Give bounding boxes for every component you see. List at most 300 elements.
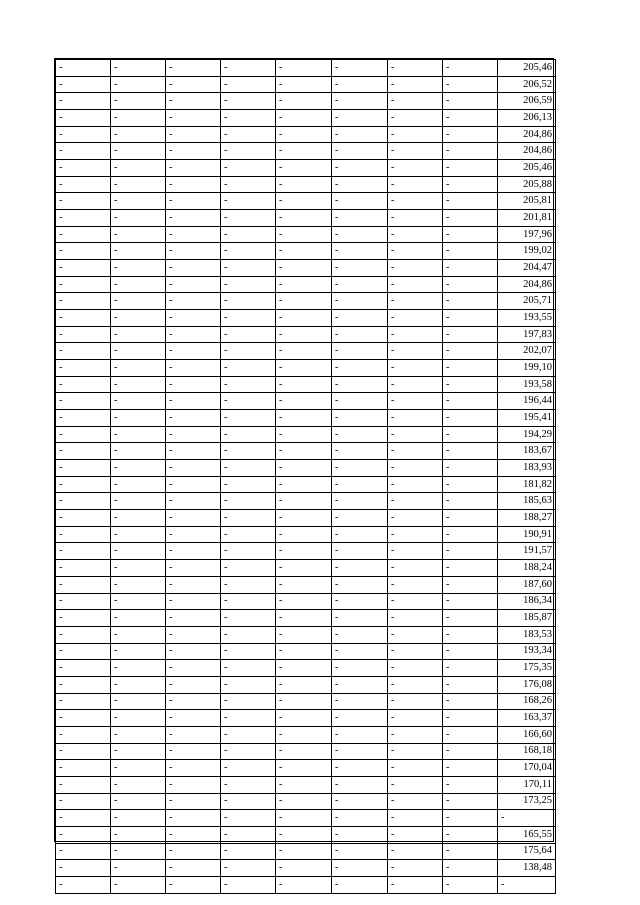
dash-cell: - (443, 376, 498, 393)
dash-cell: - (56, 560, 111, 577)
dash-cell: - (221, 843, 276, 860)
dash-cell: - (111, 476, 166, 493)
dash-cell: - (166, 843, 221, 860)
dash-cell: - (276, 710, 332, 727)
value-cell: 204,47 (498, 260, 556, 277)
dash-cell: - (332, 410, 388, 427)
dash-cell: - (332, 593, 388, 610)
value-cell: 187,60 (498, 576, 556, 593)
dash-cell: - (111, 76, 166, 93)
dash-cell: - (276, 160, 332, 177)
dash-cell: - (166, 693, 221, 710)
dash-cell: - (332, 860, 388, 877)
table-row (56, 643, 556, 660)
table-row (56, 243, 556, 260)
dash-cell: - (221, 793, 276, 810)
dash-cell: - (332, 760, 388, 777)
dash-cell: - (443, 710, 498, 727)
dash-cell: - (276, 843, 332, 860)
dash-cell: - (332, 526, 388, 543)
dash-cell: - (166, 243, 221, 260)
dash-cell: - (56, 193, 111, 210)
dash-cell: - (388, 60, 443, 77)
dash-cell: - (276, 310, 332, 327)
dash-cell: - (276, 793, 332, 810)
dash-cell: - (166, 560, 221, 577)
dash-cell: - (166, 810, 221, 827)
dash-cell: - (221, 743, 276, 760)
dash-cell: - (332, 843, 388, 860)
dash-cell: - (111, 593, 166, 610)
value-cell: 206,59 (498, 93, 556, 110)
dash-cell: - (276, 193, 332, 210)
dash-cell: - (56, 343, 111, 360)
dash-cell: - (221, 860, 276, 877)
dash-cell: - (388, 176, 443, 193)
dash-cell: - (221, 643, 276, 660)
dash-cell: - (111, 776, 166, 793)
table-row (56, 376, 556, 393)
table-row (56, 626, 556, 643)
dash-cell: - (166, 793, 221, 810)
dash-cell: - (56, 726, 111, 743)
dash-cell: - (221, 443, 276, 460)
dash-cell: - (443, 360, 498, 377)
value-cell: 181,82 (498, 476, 556, 493)
value-cell: 202,07 (498, 343, 556, 360)
dash-cell: - (276, 476, 332, 493)
table-row (56, 176, 556, 193)
dash-cell: - (443, 876, 498, 893)
dash-cell: - (332, 676, 388, 693)
dash-cell: - (388, 826, 443, 843)
dash-cell: - (332, 143, 388, 160)
dash-cell: - (332, 826, 388, 843)
table-row (56, 726, 556, 743)
dash-cell: - (166, 493, 221, 510)
value-cell: 175,35 (498, 660, 556, 677)
table-row (56, 260, 556, 277)
dash-cell: - (388, 326, 443, 343)
dash-cell: - (221, 560, 276, 577)
dash-cell: - (276, 426, 332, 443)
dash-cell: - (56, 610, 111, 627)
dash-cell: - (111, 793, 166, 810)
dash-cell: - (276, 743, 332, 760)
dash-cell: - (276, 410, 332, 427)
dash-cell: - (221, 493, 276, 510)
dash-cell: - (221, 243, 276, 260)
dash-cell: - (56, 226, 111, 243)
table-row (56, 60, 556, 77)
dash-cell: - (166, 210, 221, 227)
dash-cell: - (111, 560, 166, 577)
dash-cell: - (111, 276, 166, 293)
dash-cell: - (388, 243, 443, 260)
dash-cell: - (276, 360, 332, 377)
dash-cell: - (443, 676, 498, 693)
dash-cell: - (56, 126, 111, 143)
value-cell: 196,44 (498, 393, 556, 410)
dash-cell: - (166, 876, 221, 893)
dash-cell: - (166, 160, 221, 177)
dash-cell: - (111, 226, 166, 243)
dash-cell: - (111, 643, 166, 660)
dash-cell: - (221, 876, 276, 893)
dash-cell: - (111, 160, 166, 177)
dash-cell: - (111, 626, 166, 643)
dash-cell: - (443, 793, 498, 810)
value-cell: 185,63 (498, 493, 556, 510)
dash-cell: - (56, 443, 111, 460)
dash-cell: - (276, 260, 332, 277)
dash-cell: - (221, 226, 276, 243)
dash-cell: - (276, 543, 332, 560)
dash-cell: - (276, 860, 332, 877)
dash-cell: - (111, 710, 166, 727)
value-cell: 206,52 (498, 76, 556, 93)
dash-cell: - (56, 693, 111, 710)
dash-cell: - (221, 160, 276, 177)
dash-cell: - (221, 826, 276, 843)
dash-cell: - (443, 443, 498, 460)
dash-cell: - (332, 660, 388, 677)
dash-cell: - (276, 576, 332, 593)
dash-cell: - (443, 126, 498, 143)
dash-cell: - (111, 93, 166, 110)
dash-cell: - (221, 276, 276, 293)
dash-cell: - (332, 76, 388, 93)
dash-cell: - (166, 710, 221, 727)
dash-cell: - (166, 426, 221, 443)
dash-cell: - (443, 843, 498, 860)
dash-cell: - (56, 876, 111, 893)
dash-cell: - (276, 693, 332, 710)
value-cell: 205,81 (498, 193, 556, 210)
value-cell: 173,25 (498, 793, 556, 810)
dash-cell: - (166, 310, 221, 327)
dash-cell: - (332, 126, 388, 143)
dash-cell: - (388, 110, 443, 127)
dash-cell: - (56, 160, 111, 177)
dash-cell: - (56, 826, 111, 843)
dash-cell: - (166, 760, 221, 777)
table-row (56, 76, 556, 93)
dash-cell: - (111, 443, 166, 460)
dash-cell: - (332, 360, 388, 377)
dash-cell: - (276, 526, 332, 543)
dash-cell: - (276, 760, 332, 777)
dash-cell: - (276, 443, 332, 460)
dash-cell: - (111, 676, 166, 693)
dash-cell: - (111, 826, 166, 843)
dash-cell: - (166, 510, 221, 527)
dash-cell: - (276, 176, 332, 193)
dash-cell: - (276, 76, 332, 93)
dash-cell: - (388, 410, 443, 427)
dash-cell: - (56, 310, 111, 327)
table-row (56, 110, 556, 127)
dash-cell: - (443, 743, 498, 760)
dash-cell: - (443, 543, 498, 560)
table-row (56, 510, 556, 527)
dash-cell: - (111, 143, 166, 160)
dash-cell: - (388, 476, 443, 493)
table-row (56, 693, 556, 710)
dash-cell: - (332, 743, 388, 760)
value-cell: 176,08 (498, 676, 556, 693)
dash-cell: - (166, 343, 221, 360)
dash-cell: - (111, 193, 166, 210)
dash-cell: - (111, 260, 166, 277)
dash-cell: - (276, 826, 332, 843)
dash-cell: - (221, 610, 276, 627)
dash-cell: - (111, 493, 166, 510)
dash-cell: - (111, 860, 166, 877)
dash-cell: - (166, 543, 221, 560)
dash-cell: - (56, 210, 111, 227)
dash-cell: - (221, 776, 276, 793)
dash-cell: - (443, 493, 498, 510)
dash-cell: - (221, 293, 276, 310)
dash-cell: - (276, 143, 332, 160)
dash-cell: - (388, 393, 443, 410)
dash-cell: - (332, 426, 388, 443)
dash-cell: - (221, 360, 276, 377)
dash-cell: - (332, 176, 388, 193)
table-row (56, 276, 556, 293)
dash-cell: - (166, 443, 221, 460)
dash-cell: - (56, 843, 111, 860)
dash-cell: - (111, 243, 166, 260)
dash-cell: - (111, 543, 166, 560)
dash-cell: - (443, 393, 498, 410)
value-cell: 204,86 (498, 276, 556, 293)
value-cell: 183,93 (498, 460, 556, 477)
value-cell: 197,96 (498, 226, 556, 243)
value-cell: 188,24 (498, 560, 556, 577)
dash-cell: - (221, 676, 276, 693)
dash-cell: - (332, 476, 388, 493)
dash-cell: - (166, 126, 221, 143)
dash-cell: - (56, 526, 111, 543)
value-cell: 205,46 (498, 60, 556, 77)
table-row (56, 460, 556, 477)
dash-cell: - (332, 293, 388, 310)
dash-cell: - (56, 393, 111, 410)
dash-cell: - (111, 343, 166, 360)
dash-cell: - (221, 460, 276, 477)
dash-cell: - (166, 226, 221, 243)
dash-cell: - (221, 376, 276, 393)
dash-cell: - (111, 693, 166, 710)
value-cell: 168,26 (498, 693, 556, 710)
dash-cell: - (56, 810, 111, 827)
dash-cell: - (56, 410, 111, 427)
dash-cell: - (56, 593, 111, 610)
dash-cell: - (388, 426, 443, 443)
dash-cell: - (221, 210, 276, 227)
table-row (56, 360, 556, 377)
dash-cell: - (276, 93, 332, 110)
dash-cell: - (388, 526, 443, 543)
value-cell: 183,67 (498, 443, 556, 460)
dash-cell: - (276, 326, 332, 343)
dash-cell: - (56, 293, 111, 310)
dash-cell: - (332, 93, 388, 110)
dash-cell: - (56, 76, 111, 93)
table-row (56, 760, 556, 777)
dash-cell: - (111, 610, 166, 627)
dash-cell: - (332, 276, 388, 293)
dash-cell: - (276, 343, 332, 360)
dash-cell: - (111, 460, 166, 477)
table-row (56, 476, 556, 493)
dash-cell: - (221, 660, 276, 677)
dash-cell: - (332, 810, 388, 827)
dash-cell: - (111, 843, 166, 860)
dash-cell: - (388, 276, 443, 293)
dash-cell: - (332, 626, 388, 643)
dash-cell: - (332, 776, 388, 793)
dash-cell: - (332, 60, 388, 77)
dash-cell: - (221, 260, 276, 277)
dash-cell: - (276, 460, 332, 477)
dash-cell: - (443, 93, 498, 110)
dash-cell: - (443, 310, 498, 327)
dash-cell: - (332, 610, 388, 627)
value-cell: 185,87 (498, 610, 556, 627)
dash-cell: - (56, 326, 111, 343)
dash-cell: - (221, 760, 276, 777)
dash-cell: - (332, 160, 388, 177)
dash-cell: - (111, 743, 166, 760)
dash-cell: - (276, 226, 332, 243)
dash-cell: - (388, 593, 443, 610)
value-cell: 199,10 (498, 360, 556, 377)
dash-cell: - (443, 660, 498, 677)
dash-cell: - (276, 393, 332, 410)
dash-cell: - (166, 643, 221, 660)
dash-cell: - (166, 726, 221, 743)
dash-cell: - (276, 560, 332, 577)
dash-cell: - (443, 626, 498, 643)
dash-cell: - (221, 393, 276, 410)
dash-cell: - (166, 176, 221, 193)
dash-cell: - (221, 176, 276, 193)
dash-cell: - (111, 660, 166, 677)
dash-cell: - (388, 693, 443, 710)
value-cell: - (498, 876, 556, 893)
dash-cell: - (443, 643, 498, 660)
dash-cell: - (166, 660, 221, 677)
dash-cell: - (276, 593, 332, 610)
value-cell: 183,53 (498, 626, 556, 643)
table-row (56, 593, 556, 610)
dash-cell: - (276, 626, 332, 643)
value-cell: 204,86 (498, 143, 556, 160)
dash-cell: - (111, 410, 166, 427)
dash-cell: - (56, 476, 111, 493)
value-cell: 197,83 (498, 326, 556, 343)
dash-cell: - (388, 793, 443, 810)
dash-cell: - (166, 393, 221, 410)
dash-cell: - (443, 860, 498, 877)
dash-cell: - (221, 526, 276, 543)
table-row (56, 860, 556, 877)
dash-cell: - (332, 693, 388, 710)
dash-cell: - (166, 193, 221, 210)
table-row (56, 493, 556, 510)
dash-cell: - (332, 543, 388, 560)
dash-cell: - (56, 660, 111, 677)
dash-cell: - (166, 676, 221, 693)
dash-cell: - (221, 143, 276, 160)
value-cell: - (498, 810, 556, 827)
table-row (56, 610, 556, 627)
dash-cell: - (111, 376, 166, 393)
dash-cell: - (443, 776, 498, 793)
dash-cell: - (221, 693, 276, 710)
dash-cell: - (276, 210, 332, 227)
table-row (56, 710, 556, 727)
dash-cell: - (166, 576, 221, 593)
dash-cell: - (443, 260, 498, 277)
dash-cell: - (221, 410, 276, 427)
dash-cell: - (388, 843, 443, 860)
dash-cell: - (166, 743, 221, 760)
table-row (56, 310, 556, 327)
dash-cell: - (56, 710, 111, 727)
table-row (56, 560, 556, 577)
dash-cell: - (332, 643, 388, 660)
dash-cell: - (276, 726, 332, 743)
dash-cell: - (166, 593, 221, 610)
dash-cell: - (276, 810, 332, 827)
dash-cell: - (443, 293, 498, 310)
value-cell: 168,18 (498, 743, 556, 760)
table-row (56, 843, 556, 860)
table-row (56, 193, 556, 210)
dash-cell: - (56, 643, 111, 660)
dash-cell: - (56, 493, 111, 510)
dash-cell: - (388, 210, 443, 227)
dash-cell: - (332, 243, 388, 260)
dash-cell: - (166, 610, 221, 627)
dash-cell: - (56, 143, 111, 160)
dash-cell: - (221, 576, 276, 593)
dash-cell: - (56, 110, 111, 127)
value-cell: 193,55 (498, 310, 556, 327)
table-row (56, 393, 556, 410)
dash-cell: - (221, 510, 276, 527)
dash-cell: - (332, 193, 388, 210)
value-cell: 201,81 (498, 210, 556, 227)
table-row (56, 743, 556, 760)
dash-cell: - (443, 343, 498, 360)
dash-cell: - (332, 510, 388, 527)
dash-cell: - (388, 876, 443, 893)
dash-cell: - (111, 126, 166, 143)
dash-cell: - (443, 826, 498, 843)
value-cell: 205,88 (498, 176, 556, 193)
dash-cell: - (388, 610, 443, 627)
value-cell: 193,58 (498, 376, 556, 393)
dash-cell: - (56, 426, 111, 443)
dash-cell: - (221, 343, 276, 360)
dash-cell: - (332, 493, 388, 510)
dash-cell: - (388, 143, 443, 160)
